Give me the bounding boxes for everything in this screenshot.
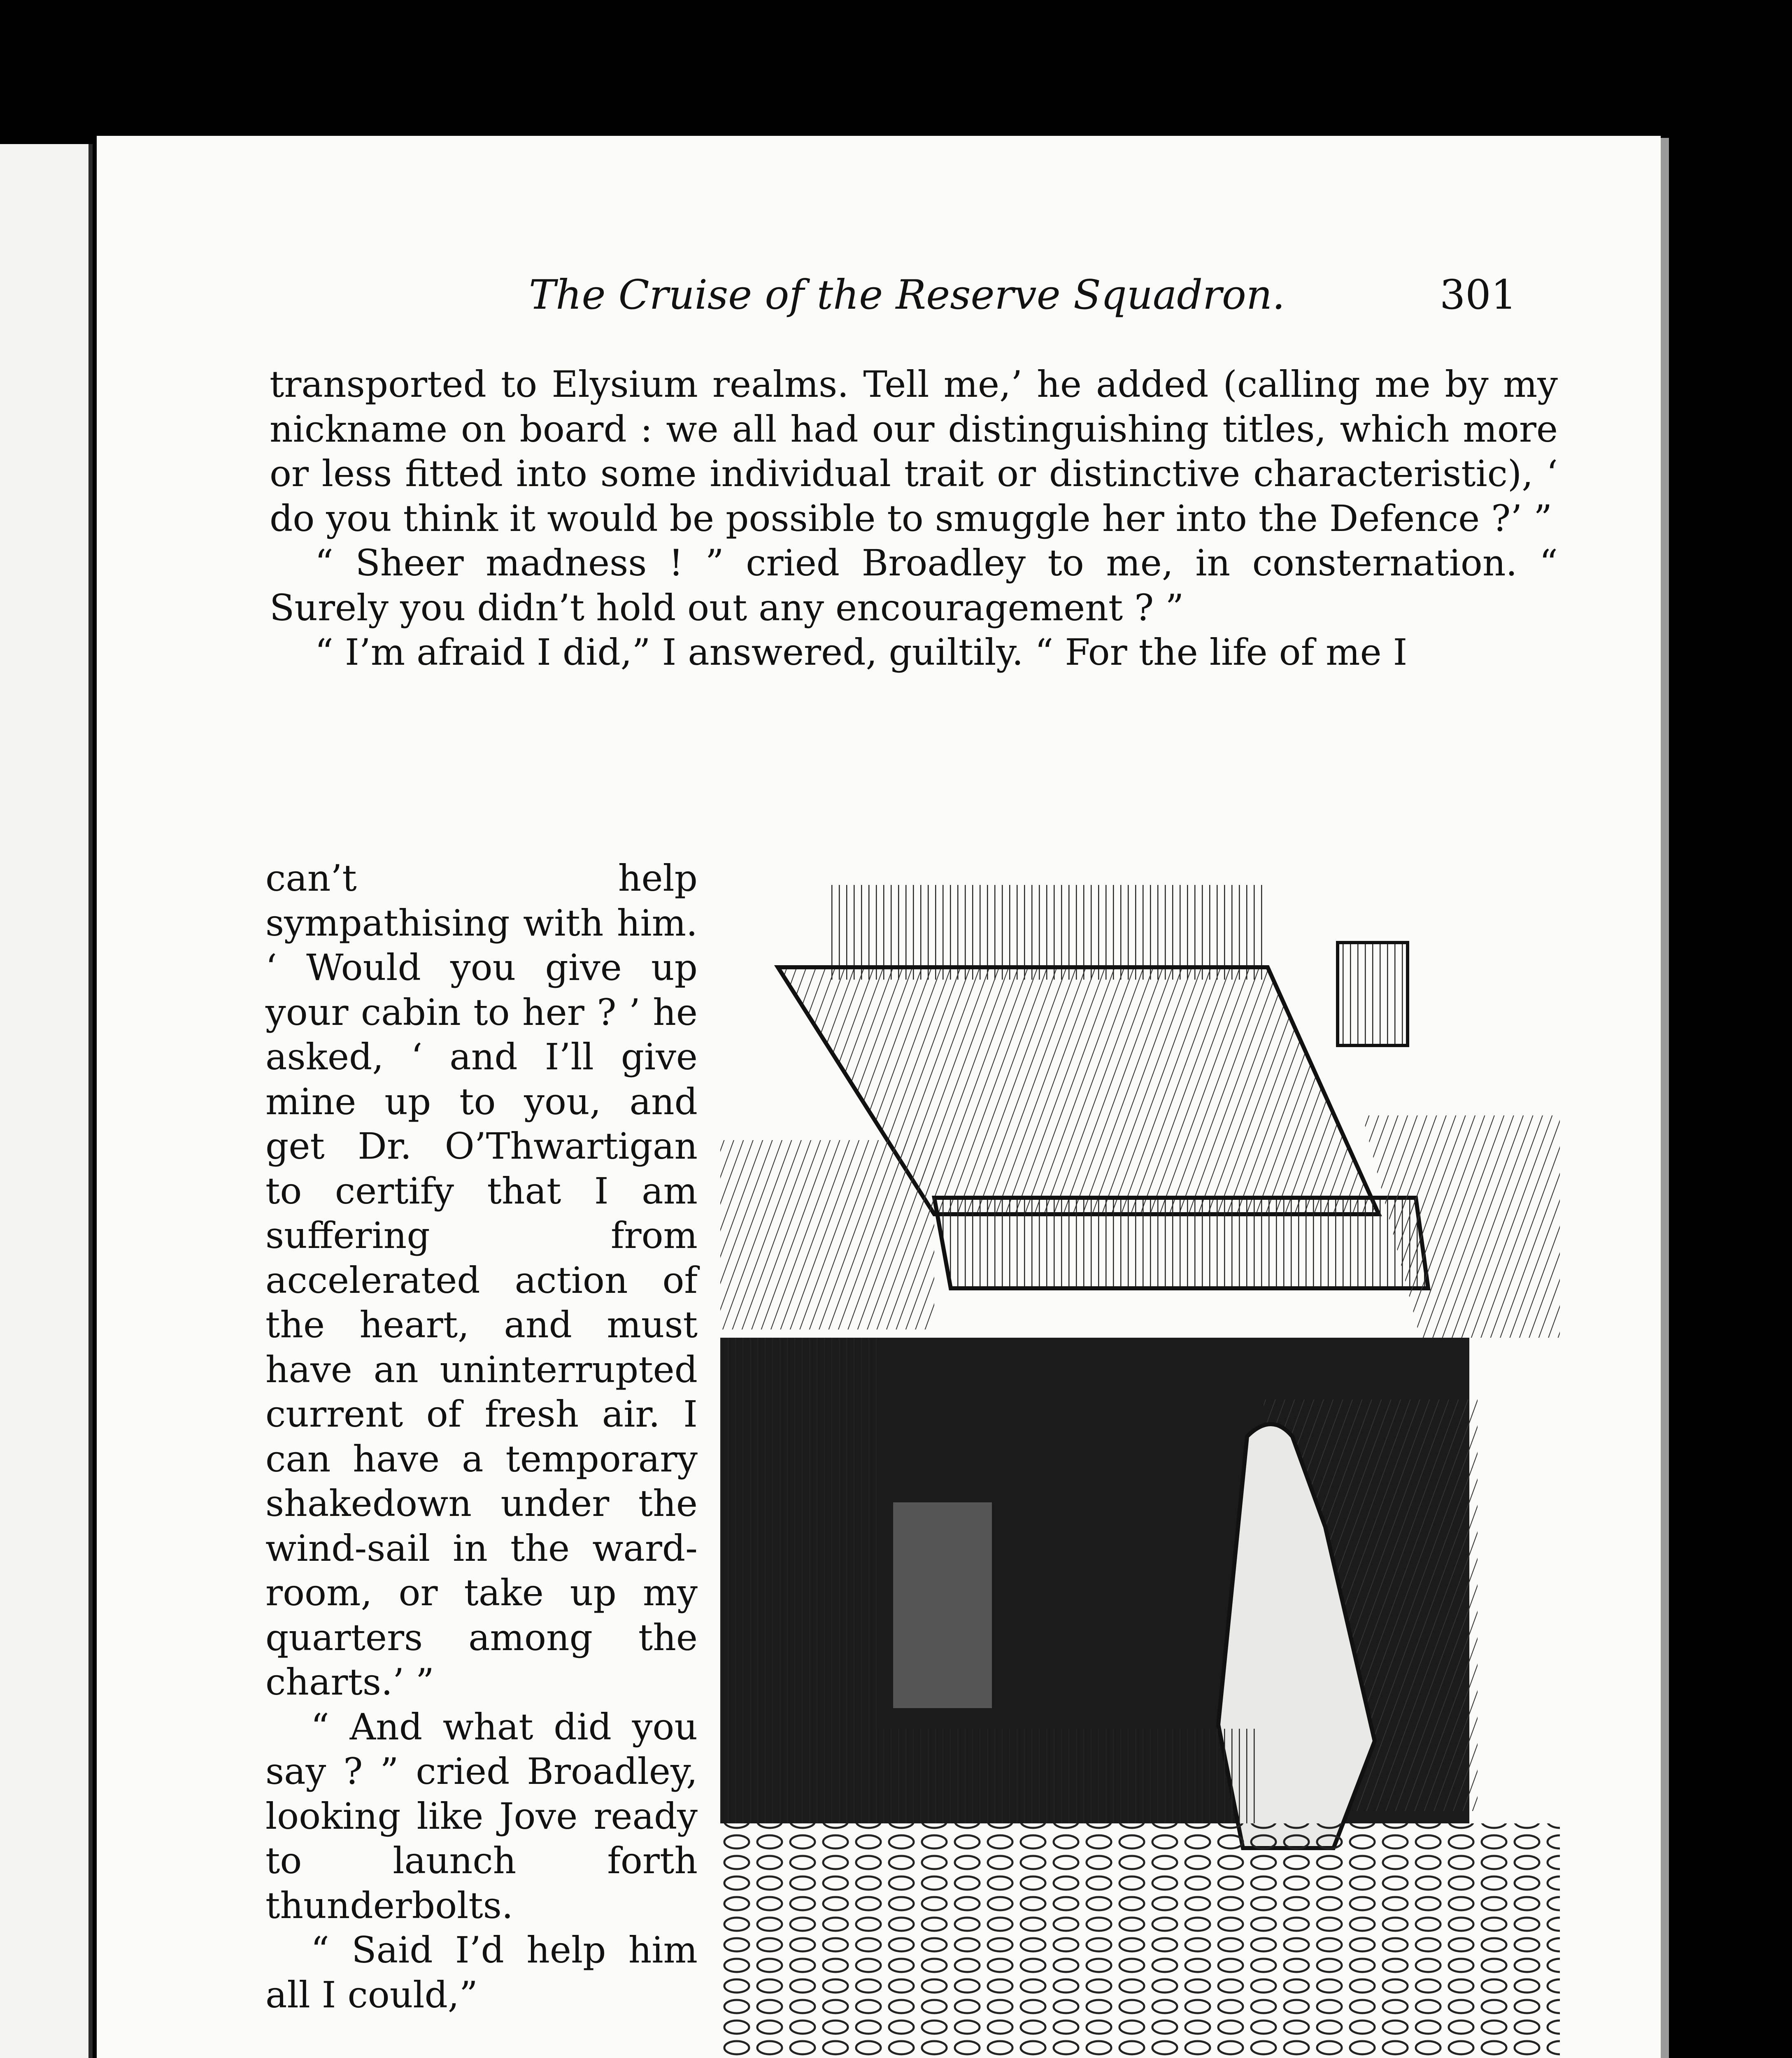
adjacent-page-edge bbox=[0, 144, 93, 2058]
paragraph: “ Sheer madness ! ” cried Broadley to me, in consternation. “ Surely you didn’t hold out any encouragement ? ” bbox=[270, 542, 1558, 629]
page-number: 301 bbox=[1439, 272, 1517, 319]
page-header bbox=[97, 272, 1661, 325]
paragraph: “ I’m afraid I did,” I answered, guiltily. “ For the life of me I bbox=[315, 631, 1408, 673]
engraving-illustration bbox=[720, 885, 1560, 2058]
paragraph: transported to Elysium realms. Tell me,’ he added (calling me by my nickname on board : we all had our distinguishing titles, which more or less fitted into some individual trait or distinctive characteristic), ‘ do you think it would be possible to smuggle her into the Defence ?’ ” bbox=[270, 363, 1558, 540]
page-edge-shadow bbox=[1661, 138, 1669, 2058]
side-text-column bbox=[265, 856, 698, 2017]
book-page bbox=[97, 136, 1661, 2058]
paragraph: “ Said I’d help him all I could,” bbox=[265, 1929, 698, 2016]
running-title: The Cruise of the Reserve Squadron. bbox=[529, 272, 1285, 319]
illustration-stall-in-tangiers bbox=[720, 885, 1560, 2058]
top-text-block bbox=[270, 362, 1558, 675]
paragraph: “ And what did you say ? ” cried Broadley, looking like Jove ready to launch forth thunderbolts. bbox=[265, 1705, 698, 1927]
paragraph: can’t help sympathising with him. ‘ Would you give up your cabin to her ? ’ he asked, ‘ and I’ll give mine up to you, and get Dr. O’Thwartigan to certify that I am suffering from accelerated action of the heart, and must have an uninterrupted current of fresh air. I can have a temporary shakedown under the wind-sail in the ward-room, or take up my quarters among the charts.’ ” bbox=[265, 857, 698, 1703]
